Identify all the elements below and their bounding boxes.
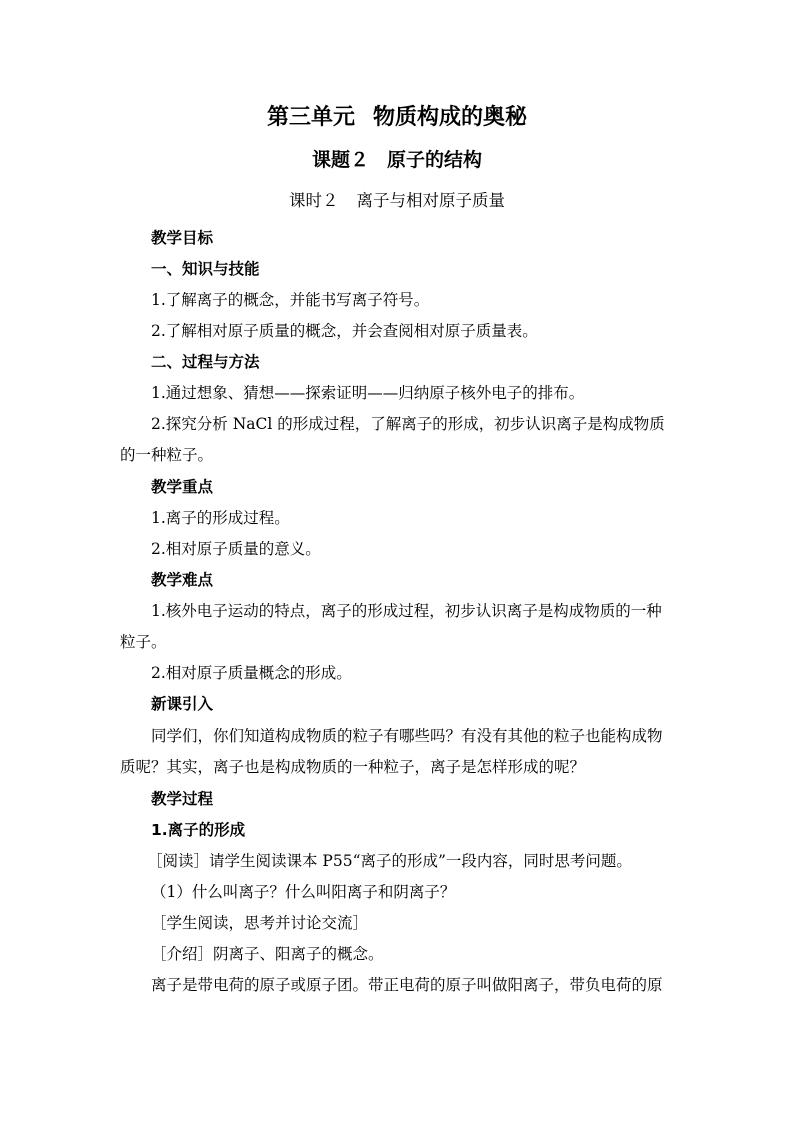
process-item-2-line-1: 2.探究分析 NaCl 的形成过程，了解离子的形成，初步认识离子是构成物质 xyxy=(151,415,665,433)
process-item-1: 1.通过想象、猜想——探索证明——归纳原子核外电子的排布。 xyxy=(151,384,585,402)
key-point-1: 1.离子的形成过程。 xyxy=(151,509,290,527)
reading-instruction: ［阅读］请学生阅读课本 P55“离子的形成”一段内容，同时思考问题。 xyxy=(147,852,632,870)
lesson-name: 离子与相对原子质量 xyxy=(356,191,505,210)
intro-heading: 新课引入 xyxy=(151,695,214,713)
key-point-2: 2.相对原子质量的意义。 xyxy=(151,540,321,558)
ion-definition-line-1: 离子是带电荷的原子或原子团。带正电荷的原子叫做阳离子，带负电荷的原 xyxy=(151,976,663,994)
difficult-point-1-line-2: 粒子。 xyxy=(120,633,167,651)
difficult-point-1-line-1: 1.核外电子运动的特点，离子的形成过程，初步认识离子是构成物质的一种 xyxy=(151,602,662,620)
topic-number: 课题２ xyxy=(311,149,369,171)
process-item-2-line-2: 的一种粒子。 xyxy=(120,446,214,464)
lesson-number: 课时２ xyxy=(289,191,339,210)
knowledge-item-2: 2.了解相对原子质量的概念，并会查阅相对原子质量表。 xyxy=(151,322,538,340)
unit-name: 物质构成的奥秘 xyxy=(373,105,528,130)
section-1-heading: 1.离子的形成 xyxy=(151,821,246,839)
teaching-process-heading: 教学过程 xyxy=(151,790,214,808)
unit-number: 第三单元 xyxy=(266,105,355,130)
knowledge-heading: 一、知识与技能 xyxy=(151,260,260,278)
student-activity: ［学生阅读，思考并讨论交流］ xyxy=(151,914,369,932)
introduce-concept: ［介绍］阴离子、阳离子的概念。 xyxy=(151,945,384,963)
difficult-points-heading: 教学难点 xyxy=(151,571,214,589)
unit-title xyxy=(0,104,794,132)
intro-paragraph-line-1: 同学们，你们知道构成物质的粒子有哪些吗？有没有其他的粒子也能构成物 xyxy=(151,727,663,745)
intro-paragraph-line-2: 质呢？其实，离子也是构成物质的一种粒子，离子是怎样形成的呢？ xyxy=(120,758,586,776)
key-points-heading: 教学重点 xyxy=(151,478,214,496)
question-1: （1）什么叫离子？什么叫阳离子和阴离子？ xyxy=(151,883,456,901)
topic-name: 原子的结构 xyxy=(387,149,483,171)
difficult-point-2: 2.相对原子质量概念的形成。 xyxy=(151,664,352,682)
topic-title xyxy=(0,148,794,172)
process-heading: 二、过程与方法 xyxy=(151,353,260,371)
lesson-title xyxy=(0,190,794,212)
knowledge-item-1: 1.了解离子的概念，并能书写离子符号。 xyxy=(151,291,430,309)
goals-heading: 教学目标 xyxy=(151,229,214,247)
